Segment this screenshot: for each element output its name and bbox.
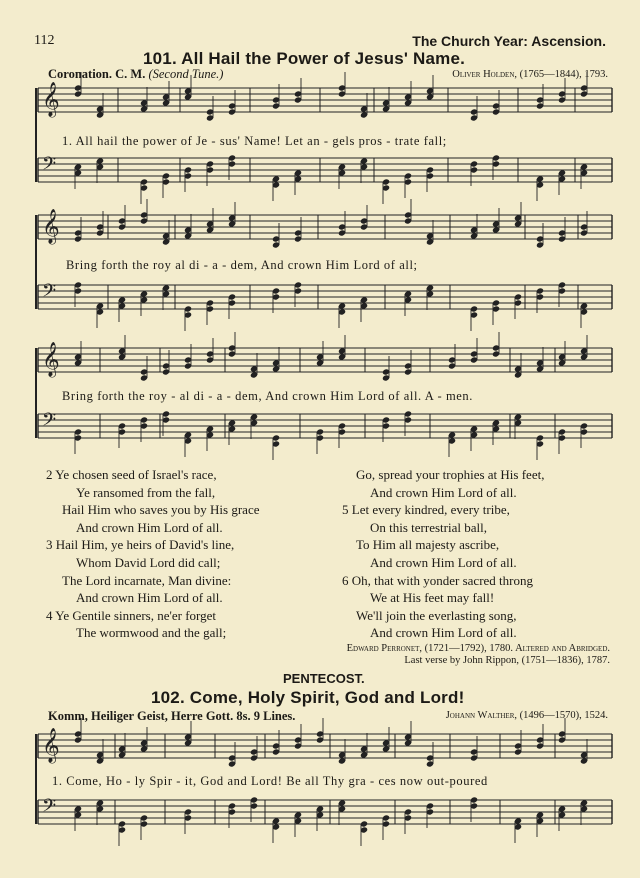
stanza-3-line-4: And crown Him Lord of all. [76, 590, 223, 606]
tune-name: Coronation. [48, 67, 113, 81]
section-header: The Church Year: Ascension. [412, 33, 606, 49]
stanza-6-line-3: We'll join the everlasting song, [356, 607, 517, 623]
stanza-6-line-4: And crown Him Lord of all. [370, 625, 517, 641]
stanza-5-line-4: And crown Him Lord of all. [370, 554, 517, 570]
tune-meter: C. M. [115, 67, 146, 81]
stanza-5-line-3: To Him all majesty ascribe, [356, 537, 500, 553]
stanza-4-line-4: And crown Him Lord of all. [370, 484, 517, 500]
stanza-4-line-1: 4 Ye Gentile sinners, ne'er forget [46, 607, 216, 623]
hymn-102-lyric-line-1: 1. Come, Ho - ly Spir - it, God and Lord! Be all Thy gra - ces now out-poured [52, 774, 488, 788]
hymn-101-lyric-line-2: Bring forth the roy al di - a - dem, And crown Him Lord of all; [66, 258, 418, 272]
svg-text:𝄢: 𝄢 [42, 281, 57, 306]
hymn-101-title: 101. All Hail the Power of Jesus' Name. [143, 49, 466, 68]
svg-text:𝄢: 𝄢 [42, 154, 57, 179]
svg-text:𝄞: 𝄞 [42, 728, 60, 763]
tune-note: (Second Tune.) [148, 67, 224, 81]
hymn-101-revision-credit: Last verse by John Rippon, (1751—1836), 1787. [404, 655, 610, 666]
hymn-101-author-credit: Edward Perronet, (1721—1792), 1780. Altered and Abridged. [346, 643, 610, 654]
hymn-101-lyric-line-3: Bring forth the roy - al di - a - dem, And crown Him Lord of all. A - men. [62, 389, 473, 403]
svg-text:𝄞: 𝄞 [42, 209, 60, 244]
stanzas-right-column [342, 466, 544, 642]
stanza-2-line-1: 2 Ye chosen seed of Israel's race, [46, 467, 217, 482]
stanza-4-line-3: Go, spread your trophies at His feet, [356, 467, 545, 482]
svg-text:𝄢: 𝄢 [42, 410, 57, 435]
section-title-pentecost: PENTECOST. [283, 671, 365, 686]
stanza-3-line-1: 3 Hail Him, ye heirs of David's line, [46, 537, 235, 553]
svg-text:𝄞: 𝄞 [42, 342, 60, 377]
hymn-101-lyric-line-1: 1. All hail the power of Je - sus' Name! Let an - gels pros - trate fall; [62, 134, 447, 148]
stanza-6-line-1: 6 Oh, that with yonder sacred throng [342, 572, 533, 588]
stanza-5-line-1: 5 Let every kindred, every tribe, [342, 502, 510, 518]
stanza-4-line-2: The wormwood and the gall; [76, 625, 227, 641]
hymn-102-composer: Johann Walther, (1496—1570), 1524. [445, 710, 608, 721]
stanza-2-line-4: And crown Him Lord of all. [76, 519, 223, 535]
hymn-102-tune-line: Komm, Heiliger Geist, Herre Gott. 8s. 9 Lines. [48, 709, 296, 723]
hymn-102-title: 102. Come, Holy Spirit, God and Lord! [151, 688, 465, 707]
stanza-3-line-2: Whom David Lord did call; [76, 554, 221, 570]
page-number: 112 [34, 33, 55, 48]
stanza-3-line-3: The Lord incarnate, Man divine: [62, 572, 232, 588]
stanza-5-line-2: On this terrestrial ball, [370, 519, 487, 535]
stanza-2-line-2: Ye ransomed from the fall, [76, 484, 216, 500]
stanza-2-line-3: Hail Him who saves you by His grace [62, 502, 260, 518]
hymn-101-composer: Oliver Holden, (1765—1844), 1793. [452, 69, 608, 80]
svg-text:𝄞: 𝄞 [42, 82, 60, 117]
svg-text:𝄢: 𝄢 [42, 796, 57, 821]
stanza-6-line-2: We at His feet may fall! [370, 590, 495, 606]
stanzas-left-column [46, 466, 260, 642]
